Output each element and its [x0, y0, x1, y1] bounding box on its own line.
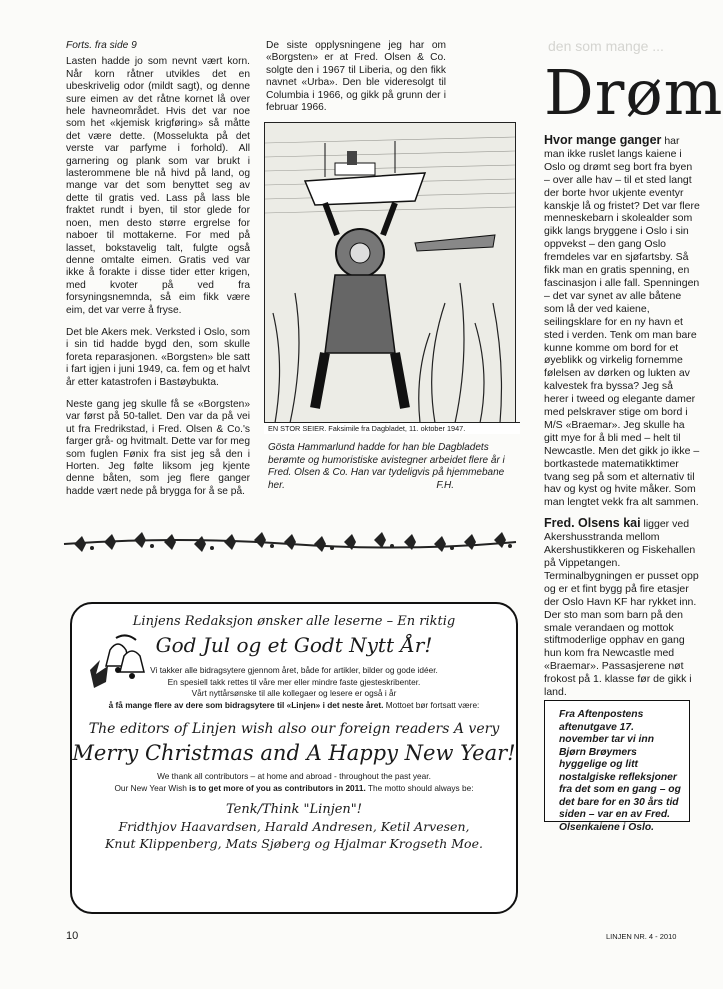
greeting-headline-english: Merry Christmas and A Happy New Year!	[72, 741, 516, 765]
greeting-line-norwegian: Linjens Redaksjon ønsker alle leserne – En riktig	[132, 614, 456, 629]
christmas-greeting-box	[70, 602, 518, 914]
second-paragraph	[544, 517, 700, 699]
right-article-column	[544, 40, 723, 699]
article-title: Drøm	[544, 56, 723, 129]
motto: Tenk/Think "Linjen"!	[225, 802, 362, 817]
lead-text: har man ikke ruslet langs kaiene i Oslo og drømt seg bort fra byen – over alle hav – til et sted langt der borte hvor ukjente eventyr kanskje lå og fristet? Det var flere menneskebarn i skolealder som gikk langs bryggene i Oslo i sin oppvekst – den gang Oslo fremdeles var en sjøfartsby. Så fikk man en gratis spenning, en fascinasjon i alle fall. Spenningen – det var synet av alle båtene som lå der ved kaiene, seilingsklare for en ny havn et sted i verden. Tenk om man bare kunne komme om bord for et øyeblikk og virkelig fornemme følelsen av dørken og lukten av kalvestek fra byssa? Jeg så herer i tweed og elegante damer med pelskraver stige om bord i M/S «Braemar». Jeg skulle ha gitt mye for å bli med – helt til Newcastle. Men det gikk jo ikke – bortkastede matematikktimer tvang seg på som et alternativ til hav og kyst og hvite måker. Som man lengtet vekk fra alt sammen.	[544, 135, 700, 509]
cartoon-illustration	[264, 122, 516, 434]
issue-label: LINJEN NR. 4 - 2010	[606, 932, 677, 941]
caption-signature: F.H.	[436, 480, 454, 491]
source-note-box: Fra Aftenpostens aftenutgave 17. november tar vi inn Bjørn Brøymers hyggelige og litt nostalgiske refleksjoner fra det som en gang – og det bare for en 30 års tid siden – var en av Fred. Olsenkaiene i Oslo.	[544, 700, 690, 822]
lead-paragraph	[544, 134, 700, 509]
middle-article-column	[266, 40, 446, 124]
editor-names: Fridthjov Haavardsen, Harald Andresen, Ketil Arvesen,	[118, 819, 470, 834]
greeting-text-bold: å få mange flere av dere som bidragsytere til «Linjen» i det neste året.	[108, 699, 384, 710]
lead-bold: Hvor mange ganger	[544, 133, 662, 147]
greeting-text: We thank all contributors – at home and abroad - throughout the past year.	[157, 771, 431, 781]
second-bold: Fred. Olsens kai	[544, 516, 641, 531]
bleed-through-text: den som mange ...	[548, 38, 664, 54]
article-paragraph: Neste gang jeg skulle få se «Borgsten» var først på 50-tallet. Den var da på vei ut fra Fredrikstad, i Fred. Olsen & Co.'s farger grå- og hvitmalt. Dette var for meg som fuglen Fønix fra sist jeg så den i Horten. Jeg følte liksom jeg kjente denne båten, som jeg flere ganger hadde vært nede på brygga for å se på.	[66, 398, 251, 497]
christmas-garland-divider	[64, 528, 516, 558]
greeting-line-english: The editors of Linjen wish also our foreign readers A very	[88, 721, 500, 737]
greeting-text: Our New Year Wish	[114, 782, 187, 793]
diver-cartoon-drawing	[265, 123, 515, 423]
second-text: ligger ved Akershusstranda mellom Akershustikkeren og Fiskehallen på Vippetangen. Terminalbygningen er pusset opp og er et fint bygg på fire etasjer der Oslo Havn KF har rykket inn. Der sto man som barn på den smale verandaen og mottok stiftmoderlige opphav en gang hun kom fra Newcastle med «Braemar». Passasjerene nøt frokost på 1. klasse før de gikk i land.	[544, 518, 699, 699]
illustration-credit-label: EN STOR SEIER. Faksimile fra Dagbladet, 11. oktober 1947.	[264, 422, 520, 434]
article-paragraph: Lasten hadde jo som nevnt vært korn. Når korn råtner utvikles det en ubeskrivelig odor (mildt sagt), og denne sure eimen av det råtne kornet lå over hele havneområdet. Hvis det var noe som het «kjemisk krigføring» så måtte det være dette. (Mosselukta på det verste var parfyme i forhold). All garnering og plank som var brukt i lasterommene ble nå hivd på land, og mange var det som benyttet seg av dette til gratis ved. Lass på lass ble fraktet rundt i byen, til stor glede for noen, men desto større ergrelse for naboer til mottakerne. For med på lasset, bokstavelig talt, fulgte også denne omtalte eimen. Gratis ved var ikke å forakte i disse tider etter krigen, med kvoter på ved fra forsyningsnemnda, så eim fikk være eim, det var verre å fryse.	[66, 56, 250, 316]
greeting-text-bold: is to get more of you as contributors in 2011.	[189, 782, 366, 793]
greeting-text: Vi takker alle bidragsytere gjennom året, både for artikler, bilder og gode idéer.	[150, 665, 438, 675]
illustration-caption	[268, 442, 514, 493]
greeting-text: The motto should always be:	[367, 782, 474, 793]
caption-text: Gösta Hammarlund hadde for han ble Dagbladets berømte og humoristiske avistegner arbeidet flere år i Fred. Olsen & Co. Han var tydeligvis på hjemmebane her.	[268, 442, 505, 491]
greeting-text: Mottoet bør fortsatt være:	[385, 699, 480, 710]
greeting-text-wish-english	[72, 783, 516, 795]
greeting-text: Vårt nyttårsønske til alle kollegaer og lesere er også i år	[191, 688, 397, 698]
left-article-column	[66, 40, 250, 508]
bells-holly-icon	[86, 630, 148, 692]
editor-names: Knut Klippenberg, Mats Sjøberg og Hjalmar Krogseth Moe.	[105, 836, 483, 851]
article-paragraph: Det ble Akers mek. Verksted i Oslo, som i sin tid hadde bygd den, som skulle foreta reparasjonen. «Borgsten» ble satt i fart igjen i juni 1949, ca. fem og et halvt år etter katastrofen i Bastøybukta.	[66, 326, 250, 388]
continued-from-note: Forts. fra side 9	[66, 40, 137, 51]
garland-icon	[64, 528, 516, 558]
article-paragraph: De siste opplysningene jeg har om «Borgsten» er at Fred. Olsen & Co. solgte den i 1967 til Liberia, og den fikk navnet «Urba». Den ble videresolgt til Columbia i 1966, og gikk på grunn der i februar 1966.	[266, 40, 446, 114]
greeting-text-wish	[72, 700, 516, 712]
greeting-headline-norwegian: God Jul og et Godt Nytt År!	[155, 633, 433, 657]
page-number: 10	[66, 930, 79, 942]
greeting-text: En spesiell takk rettes til våre mer eller mindre faste gjesteskribenter.	[167, 676, 421, 687]
